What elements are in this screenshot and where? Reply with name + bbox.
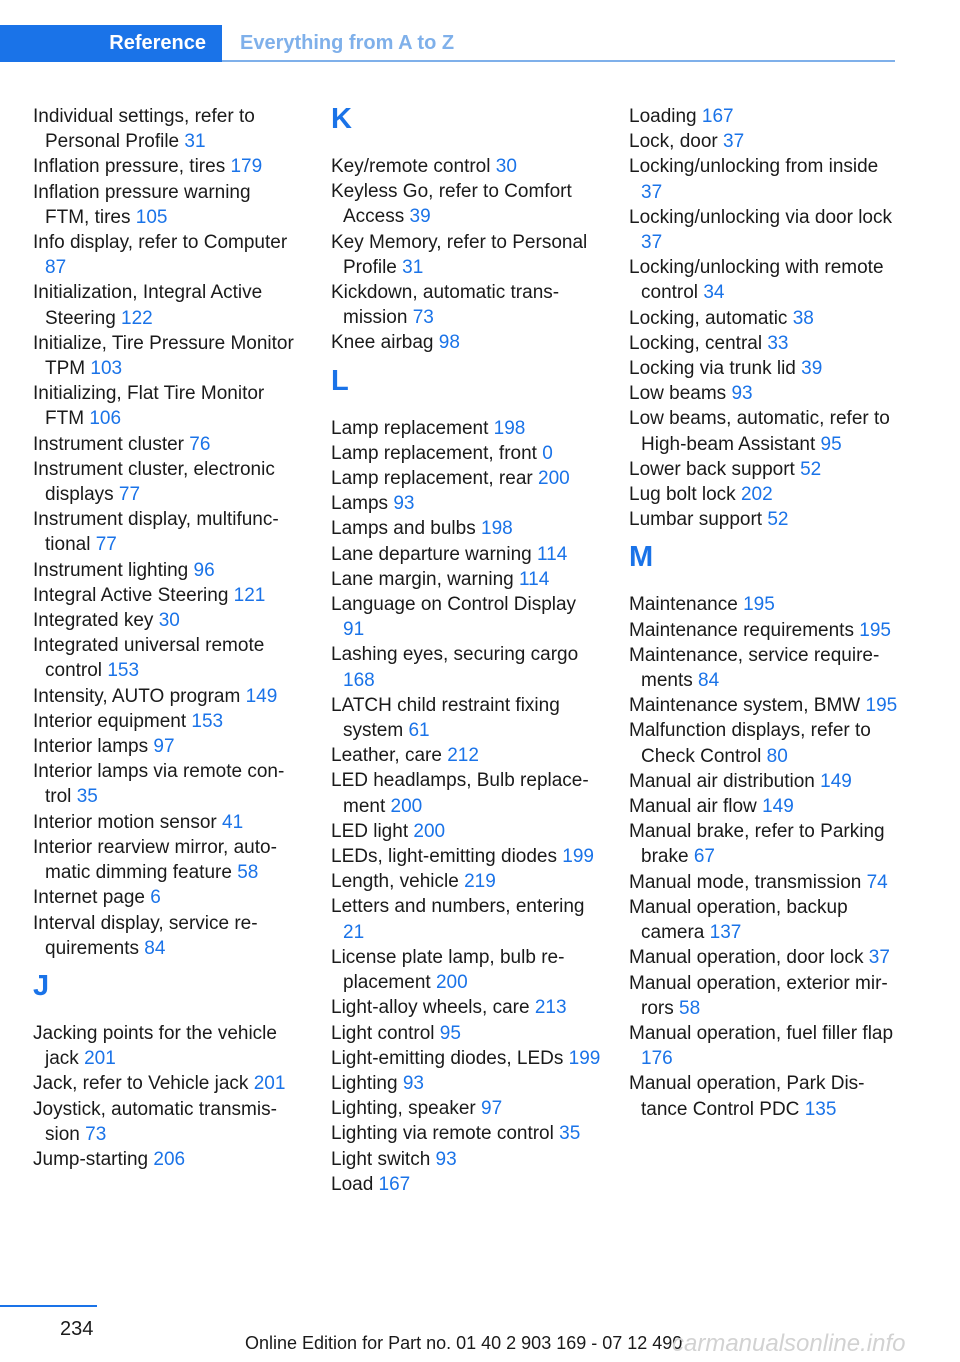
index-term: Lamps	[331, 493, 394, 515]
index-term: Manual operation, backup camera	[629, 896, 848, 944]
index-term: Low beams	[629, 383, 732, 405]
index-term: Lower back support	[629, 458, 801, 480]
index-term: Language on Control Display	[331, 594, 577, 616]
page-reference-link[interactable]: 199	[568, 1047, 601, 1069]
page-reference-link[interactable]: 105	[135, 206, 168, 228]
index-term: LED light	[331, 820, 414, 842]
page-reference-link[interactable]: 93	[435, 1148, 457, 1170]
index-term: Key Memory, refer to Personal Profile	[331, 231, 588, 278]
index-entry	[331, 516, 601, 541]
index-entry	[629, 971, 899, 1021]
index-term: Lamp replacement	[331, 417, 494, 439]
index-term: Malfunction displays, refer to Check Control	[629, 720, 871, 767]
index-term: Initialize, Tire Pressure Monitor TPM	[33, 332, 294, 380]
page-reference-link[interactable]: 199	[562, 846, 594, 868]
index-term: Lighting	[331, 1072, 403, 1094]
page-reference-link[interactable]: 77	[118, 484, 141, 506]
page-reference-link[interactable]: 103	[90, 358, 123, 380]
index-term: Individual settings, refer to Personal Profile	[33, 106, 255, 153]
index-entry	[629, 693, 899, 718]
index-term: Lamp replacement, rear	[331, 468, 538, 490]
index-entry	[331, 280, 601, 330]
index-entry	[331, 743, 601, 768]
index-term: LATCH child restraint fixing system	[331, 694, 560, 742]
page-reference-link[interactable]: 213	[534, 997, 567, 1019]
index-term: Lock, door	[629, 131, 723, 153]
index-entry	[331, 1147, 601, 1172]
index-entry	[629, 205, 899, 255]
index-term: Locking via trunk lid	[629, 358, 802, 380]
index-entry	[629, 154, 899, 204]
index-column-2	[331, 104, 601, 1197]
index-term: Integral Active Steering	[33, 584, 234, 606]
index-term: License plate lamp, bulb replacement	[331, 946, 565, 994]
page-reference-link[interactable]: 219	[464, 871, 496, 893]
index-entry	[629, 331, 899, 356]
index-term: Light switch	[331, 1148, 436, 1170]
index-entry	[33, 734, 298, 759]
page-reference-link[interactable]: 6	[150, 887, 161, 909]
index-term: Instrument display, multifunctional	[33, 509, 279, 556]
index-column-1	[33, 104, 298, 1172]
index-term: Manual mode, transmission	[629, 871, 867, 893]
page-reference-link[interactable]: 98	[438, 332, 460, 354]
index-term: Maintenance, service requirements	[629, 644, 880, 692]
index-entry	[629, 794, 899, 819]
index-entry	[331, 819, 601, 844]
page-reference-link[interactable]: 135	[804, 1098, 837, 1120]
page-reference-link[interactable]: 201	[253, 1073, 286, 1095]
index-term: Manual brake, refer to Parking brake	[629, 821, 885, 868]
index-entry	[331, 592, 601, 642]
index-entry	[331, 1021, 601, 1046]
page-reference-link[interactable]: 114	[536, 543, 568, 565]
page-reference-link[interactable]: 137	[709, 922, 742, 944]
index-entry	[33, 180, 298, 230]
page-reference-link[interactable]: 95	[439, 1022, 461, 1044]
index-entry	[331, 642, 601, 692]
index-letter-heading: J	[33, 969, 50, 1002]
page-reference-link[interactable]: 52	[767, 509, 789, 531]
index-entry	[331, 894, 601, 944]
index-entry	[33, 230, 298, 280]
index-term: Instrument lighting	[33, 559, 194, 581]
page-reference-link[interactable]: 80	[766, 745, 788, 767]
index-entry	[629, 592, 899, 617]
index-entry	[33, 911, 298, 961]
page-reference-link[interactable]: 153	[107, 660, 140, 682]
index-entry	[331, 693, 601, 743]
index-entry	[33, 432, 298, 457]
index-entry	[629, 457, 899, 482]
index-term: Lug bolt lock	[629, 484, 741, 506]
index-term: Integrated universal remote control	[33, 635, 265, 682]
page-reference-link[interactable]: 200	[538, 468, 570, 490]
index-term: Lane margin, warning	[331, 568, 519, 590]
page-reference-link[interactable]: 149	[820, 770, 852, 792]
index-term: Instrument cluster	[33, 433, 190, 455]
page-reference-link[interactable]: 73	[85, 1123, 107, 1145]
index-entry	[331, 567, 601, 592]
index-term: Manual air distribution	[629, 770, 821, 792]
page-reference-link[interactable]: 93	[393, 493, 415, 515]
index-entry	[33, 331, 298, 381]
index-entry	[331, 945, 601, 995]
page-reference-link[interactable]: 76	[189, 433, 211, 455]
page-reference-link[interactable]: 77	[95, 534, 117, 556]
index-entry	[331, 491, 601, 516]
page-reference-link[interactable]: 195	[865, 695, 898, 717]
page-reference-link[interactable]: 35	[559, 1123, 581, 1145]
index-term: Manual operation, door lock	[629, 947, 869, 969]
page-reference-link[interactable]: 212	[447, 745, 479, 767]
section-title: Everything from A to Z	[240, 32, 455, 54]
index-entry	[629, 819, 899, 869]
index-term: Interior motion sensor	[33, 811, 223, 833]
page-reference-link[interactable]: 97	[481, 1098, 503, 1120]
page-reference-link[interactable]: 21	[343, 921, 365, 943]
index-entry	[331, 230, 601, 280]
index-entry	[331, 542, 601, 567]
page-reference-link[interactable]: 179	[230, 156, 263, 178]
page-reference-link[interactable]: 200	[390, 795, 423, 817]
index-entry	[629, 381, 899, 406]
index-entry	[331, 995, 601, 1020]
index-entry	[331, 844, 601, 869]
index-term: Jack, refer to Vehicle jack	[33, 1073, 254, 1095]
index-term: Intensity, AUTO program	[33, 685, 246, 707]
page-reference-link[interactable]: 91	[343, 619, 365, 641]
index-entry	[629, 643, 899, 693]
index-term: Joystick, automatic transmission	[33, 1098, 277, 1145]
index-entry	[629, 129, 899, 154]
index-entry	[33, 1071, 298, 1096]
index-entry	[33, 885, 298, 910]
index-column-3	[629, 104, 899, 1122]
index-term: Lashing eyes, securing cargo	[331, 644, 579, 666]
index-entry	[629, 1021, 899, 1071]
index-term: Integrated key	[33, 610, 159, 632]
page-reference-link[interactable]: 58	[679, 997, 701, 1019]
index-term: Manual air flow	[629, 796, 763, 818]
index-entry	[629, 406, 899, 456]
page-reference-link[interactable]: 0	[542, 442, 553, 464]
page-reference-link[interactable]: 149	[245, 685, 278, 707]
index-term: Load	[331, 1173, 379, 1195]
index-entry	[629, 769, 899, 794]
page-reference-link[interactable]: 67	[693, 846, 715, 868]
index-entry	[33, 154, 298, 179]
index-term: Low beams, automatic, refer to High-beam Assistant	[629, 408, 890, 455]
index-term: Length, vehicle	[331, 871, 465, 893]
index-letter-heading: K	[331, 103, 352, 135]
edition-note: Online Edition for Part no. 01 40 2 903 169 - 07 12 490	[245, 1333, 683, 1353]
page-reference-link[interactable]: 167	[701, 106, 734, 127]
page-reference-link[interactable]: 30	[158, 610, 180, 632]
page-reference-link[interactable]: 167	[378, 1173, 411, 1195]
index-term: Interior lamps via remote control	[33, 761, 285, 808]
page-reference-link[interactable]: 106	[89, 408, 122, 430]
page-reference-link[interactable]: 176	[641, 1048, 673, 1070]
index-term: Light-alloy wheels, care	[331, 997, 535, 1019]
index-term: Lumbar support	[629, 509, 768, 531]
index-entry	[331, 1121, 601, 1146]
index-entry	[331, 1046, 601, 1071]
page-reference-link[interactable]: 202	[740, 484, 773, 506]
page-reference-link[interactable]: 34	[703, 282, 725, 304]
page-reference-link[interactable]: 201	[84, 1048, 116, 1070]
index-entry	[33, 280, 298, 330]
index-entry	[629, 104, 899, 129]
index-term: Lamp replacement, front	[331, 442, 543, 464]
index-entry	[33, 608, 298, 633]
letter-spacer	[331, 356, 601, 366]
page-reference-link[interactable]: 153	[191, 710, 224, 732]
index-term: Locking, automatic	[629, 307, 793, 329]
index-term: Lane departure warning	[331, 543, 537, 565]
index-entry	[331, 869, 601, 894]
index-term: Manual operation, fuel filler flap	[629, 1022, 894, 1044]
index-term: Lamps and bulbs	[331, 518, 481, 540]
index-entry	[629, 356, 899, 381]
index-term: Info display, refer to Computer	[33, 232, 288, 254]
index-entry	[33, 507, 298, 557]
page-reference-link[interactable]: 37	[641, 181, 663, 203]
index-term: LED headlamps, Bulb replacement	[331, 770, 589, 817]
section-tab[interactable]: Reference	[0, 25, 222, 62]
index-entry	[33, 457, 298, 507]
index-term: Inflation pressure warning FTM, tires	[33, 181, 251, 228]
page-reference-link[interactable]: 149	[762, 796, 794, 818]
watermark-logo: carmanualsonline.info	[672, 1330, 906, 1357]
index-term: Locking/unlocking via door lock	[629, 206, 892, 228]
index-term: Maintenance	[629, 594, 744, 616]
index-term: Interior lamps	[33, 736, 154, 758]
page-reference-link[interactable]: 93	[731, 383, 753, 405]
page-reference-link[interactable]: 122	[121, 307, 153, 329]
page-reference-link[interactable]: 198	[481, 518, 513, 540]
page-reference-link[interactable]: 87	[45, 257, 67, 279]
page-reference-link[interactable]: 37	[868, 947, 890, 969]
page-reference-link[interactable]: 31	[184, 131, 206, 153]
index-term: Locking/unlocking with remote control	[629, 257, 884, 304]
index-entry	[629, 945, 899, 970]
index-entry	[33, 759, 298, 809]
index-entry	[33, 1097, 298, 1147]
index-letter-heading: L	[331, 364, 349, 397]
index-entry	[33, 558, 298, 583]
page-reference-link[interactable]: 195	[743, 594, 775, 616]
index-term: Leather, care	[331, 745, 448, 767]
index-term: Inflation pressure, tires	[33, 156, 231, 178]
index-entry	[33, 835, 298, 885]
index-entry	[33, 1021, 298, 1071]
index-term: Manual operation, Park Distance Control PDC	[629, 1073, 865, 1120]
page-reference-link[interactable]: 200	[435, 972, 468, 994]
index-term: Interior rearview mirror, automatic dimming feature	[33, 836, 277, 884]
index-term: Letters and numbers, entering	[331, 896, 585, 918]
page-reference-link[interactable]: 39	[409, 206, 431, 228]
index-entry	[629, 718, 899, 768]
index-term: Internet page	[33, 887, 151, 909]
index-term: Light-emitting diodes, LEDs	[331, 1047, 569, 1069]
page-reference-link[interactable]: 114	[519, 568, 550, 590]
index-term: Initializing, Flat Tire Monitor FTM	[33, 383, 265, 430]
index-term: Maintenance system, BMW	[629, 695, 866, 717]
page-reference-link[interactable]: 58	[237, 862, 259, 884]
index-entry	[331, 441, 601, 466]
page-reference-link[interactable]: 37	[641, 232, 663, 254]
index-entry	[331, 1172, 601, 1197]
page-reference-link[interactable]: 195	[859, 619, 891, 641]
page-reference-link[interactable]: 96	[193, 559, 215, 581]
page-reference-link[interactable]: 61	[408, 720, 430, 742]
index-term: Locking, central	[629, 332, 768, 354]
index-entry	[331, 1096, 601, 1121]
index-term: Light control	[331, 1022, 440, 1044]
index-term: Loading	[629, 106, 702, 127]
index-entry	[629, 895, 899, 945]
index-term: Initialization, Integral Active Steering	[33, 282, 263, 329]
page-reference-link[interactable]: 97	[153, 736, 175, 758]
index-letter-heading: M	[629, 541, 654, 574]
page-reference-link[interactable]: 206	[153, 1148, 186, 1170]
page-reference-link[interactable]: 73	[412, 307, 434, 329]
index-entry	[33, 583, 298, 608]
page-reference-link[interactable]: 41	[222, 811, 244, 833]
index-entry	[331, 768, 601, 818]
page-reference-link[interactable]: 93	[402, 1072, 424, 1094]
index-entry	[331, 466, 601, 491]
page-reference-link[interactable]: 30	[495, 156, 517, 177]
page-reference-link[interactable]: 200	[413, 820, 446, 842]
page-reference-link[interactable]: 168	[343, 669, 375, 691]
index-term: Keyless Go, refer to Comfort Access	[331, 181, 572, 228]
index-entry	[331, 1071, 601, 1096]
index-entry	[629, 306, 899, 331]
index-term: Instrument cluster, electronic displays	[33, 458, 275, 506]
index-entry	[331, 416, 601, 441]
index-entry	[629, 507, 899, 532]
page-reference-link[interactable]: 35	[76, 786, 98, 808]
page-reference-link[interactable]: 38	[792, 307, 814, 329]
index-entry	[33, 381, 298, 431]
page-reference-link[interactable]: 31	[402, 256, 424, 278]
index-entry	[629, 618, 899, 643]
index-term: Jump-starting	[33, 1148, 154, 1170]
index-term: Lighting, speaker	[331, 1098, 481, 1120]
page-reference-link[interactable]: 84	[698, 670, 720, 692]
index-entry	[331, 154, 601, 179]
index-entry	[629, 870, 899, 895]
index-entry	[33, 810, 298, 835]
header-divider	[222, 60, 895, 62]
page-reference-link[interactable]: 39	[801, 358, 823, 380]
letter-spacer	[33, 961, 298, 971]
index-term: Jacking points for the vehicle jack	[33, 1022, 277, 1070]
page-reference-link[interactable]: 84	[144, 937, 166, 959]
index-entry	[33, 709, 298, 734]
index-entry	[33, 1147, 298, 1172]
index-entry	[629, 1071, 899, 1121]
index-term: Locking/unlocking from inside	[629, 156, 879, 178]
page-reference-link[interactable]: 52	[800, 458, 822, 480]
index-entry	[331, 330, 601, 355]
index-term: LEDs, light-emitting diodes	[331, 846, 563, 868]
page-reference-link[interactable]: 33	[767, 332, 789, 354]
index-term: Key/remote control	[331, 156, 496, 177]
footer-divider	[0, 1305, 97, 1307]
index-entry	[33, 633, 298, 683]
page-reference-link[interactable]: 121	[233, 584, 266, 606]
page-header	[0, 25, 895, 62]
index-entry	[33, 684, 298, 709]
index-entry	[629, 255, 899, 305]
index-entry	[33, 104, 298, 154]
index-entry	[331, 179, 601, 229]
index-term: Interval display, service requirements	[33, 912, 258, 959]
index-term: Knee airbag	[331, 332, 439, 354]
index-term: Kickdown, automatic transmission	[331, 282, 560, 329]
letter-spacer	[629, 532, 899, 542]
page-reference-link[interactable]: 37	[723, 131, 745, 153]
index-term: Lighting via remote control	[331, 1123, 560, 1145]
page-number: 234	[60, 1318, 94, 1340]
page-reference-link[interactable]: 198	[493, 417, 526, 439]
index-term: Interior equipment	[33, 710, 192, 732]
index-entry	[629, 482, 899, 507]
page-reference-link[interactable]: 95	[820, 433, 842, 455]
index-term: Manual operation, exterior mirrors	[629, 972, 888, 1019]
page-reference-link[interactable]: 74	[866, 871, 888, 893]
index-term: Maintenance requirements	[629, 619, 860, 641]
